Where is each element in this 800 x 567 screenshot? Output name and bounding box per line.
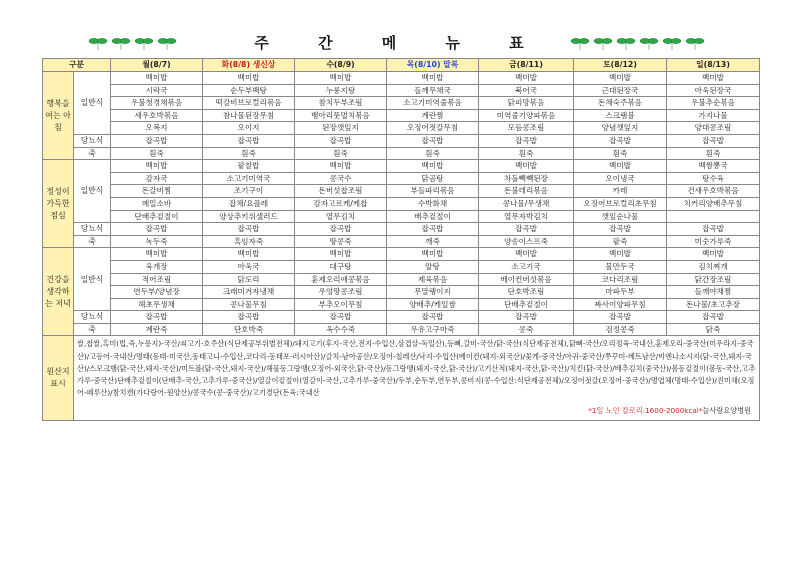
menu-item: 양상추키위샐러드 — [203, 210, 295, 223]
menu-item: 소고기미역국 — [203, 172, 295, 185]
menu-item: 오이지 — [203, 122, 295, 135]
porridge-item: 흰죽 — [667, 147, 760, 160]
menu-item: 들깨야채찜 — [667, 286, 760, 299]
menu-item: 백미밥 — [574, 160, 667, 173]
menu-item: 백미밥 — [203, 72, 295, 85]
diabetic-meal-label: 당뇨식 — [74, 134, 111, 147]
day-header: 토(8/12) — [574, 59, 667, 72]
menu-item: 잡채/요플레 — [203, 197, 295, 210]
menu-item: 돈나물/초고추장 — [667, 298, 760, 311]
diabetic-item: 잡곡밥 — [574, 134, 667, 147]
menu-item: 마파두부 — [574, 286, 667, 299]
diabetic-item: 잡곡밥 — [295, 134, 387, 147]
porridge-row — [43, 235, 760, 248]
menu-item: 우불청경채볶음 — [111, 97, 203, 110]
diabetic-item: 잡곡밥 — [203, 223, 295, 236]
menu-item: 콩나물무침 — [203, 298, 295, 311]
diabetic-item: 잡곡밥 — [574, 223, 667, 236]
regular-meal-label: 일반식 — [74, 248, 111, 311]
menu-item: 배추겉절이 — [387, 210, 479, 223]
diabetic-item: 잡곡밥 — [667, 134, 760, 147]
diabetic-item: 잡곡밥 — [667, 223, 760, 236]
menu-row — [43, 210, 760, 223]
menu-item: 백미밥 — [574, 248, 667, 261]
porridge-item: 깨죽 — [387, 235, 479, 248]
menu-item: 팥찰밥 — [203, 160, 295, 173]
menu-item: 짜사이양파무침 — [574, 298, 667, 311]
regular-meal-label: 일반식 — [74, 160, 111, 223]
menu-item: 백미밥 — [111, 248, 203, 261]
menu-item: 백미밥 — [387, 72, 479, 85]
diabetic-row — [43, 134, 760, 147]
meal-section-label: 정성이 가득한 점심 — [43, 160, 74, 248]
menu-item: 소고기국 — [479, 260, 574, 273]
menu-item: 오징어젓갈무침 — [387, 122, 479, 135]
menu-item: 미역줄기양파볶음 — [479, 109, 574, 122]
menu-row — [43, 84, 760, 97]
diabetic-item: 잡곡밥 — [111, 223, 203, 236]
menu-item: 닭도리 — [203, 273, 295, 286]
day-header: 금(8/11) — [479, 59, 574, 72]
diabetic-row — [43, 311, 760, 324]
day-header: 일(8/13) — [667, 59, 760, 72]
menu-item: 김치찌개 — [667, 260, 760, 273]
porridge-item: 단호박죽 — [203, 323, 295, 336]
menu-item: 물만두국 — [574, 260, 667, 273]
porridge-item: 콩죽 — [479, 323, 574, 336]
menu-item: 백짬뽕국 — [667, 160, 760, 173]
diabetic-item: 잡곡밥 — [295, 311, 387, 324]
menu-item: 닭곰탕 — [387, 172, 479, 185]
menu-item: 훈제오리애콩볶음 — [295, 273, 387, 286]
menu-row — [43, 185, 760, 198]
menu-item: 치커리양배추무침 — [667, 197, 760, 210]
menu-item: 베이컨버섯볶음 — [479, 273, 574, 286]
porridge-item: 흰죽 — [574, 147, 667, 160]
porridge-item: 흰죽 — [479, 147, 574, 160]
menu-item: 가지나물 — [667, 109, 760, 122]
menu-item: 감자국 — [111, 172, 203, 185]
hospital-name: 늘사랑요양병원 — [702, 406, 752, 416]
header-row — [43, 59, 760, 72]
menu-item: 백미밥 — [479, 160, 574, 173]
menu-item: 수박화채 — [387, 197, 479, 210]
menu-row — [43, 122, 760, 135]
menu-item: 근대된장국 — [574, 84, 667, 97]
diabetic-item: 잡곡밥 — [479, 223, 574, 236]
menu-item: 탕수육 — [667, 172, 760, 185]
menu-item: 열무김치 — [295, 210, 387, 223]
menu-item: 시락국 — [111, 84, 203, 97]
menu-item: 아욱된장국 — [667, 84, 760, 97]
menu-row — [43, 248, 760, 261]
porridge-item: 양송이스프죽 — [479, 235, 574, 248]
menu-item: 오이냉국 — [574, 172, 667, 185]
menu-item: 백미밥 — [574, 72, 667, 85]
porridge-item: 흑임자죽 — [203, 235, 295, 248]
menu-item: 적어조림 — [111, 273, 203, 286]
menu-item: 차돌빽빽된장 — [479, 172, 574, 185]
porridge-item: 검정콩죽 — [574, 323, 667, 336]
menu-item: 아욱국 — [203, 260, 295, 273]
menu-item: 소고기미역줄볶음 — [387, 97, 479, 110]
menu-item: 돈채숙주볶음 — [574, 97, 667, 110]
menu-item: 깻잎순나물 — [574, 210, 667, 223]
menu-item: 오징어브로컬리초무침 — [574, 197, 667, 210]
menu-item: 콩국수 — [295, 172, 387, 185]
menu-item: 단배추겉절이 — [479, 298, 574, 311]
menu-item: 백미밥 — [295, 72, 387, 85]
diabetic-item: 잡곡밥 — [387, 311, 479, 324]
menu-item: 알탕 — [387, 260, 479, 273]
diabetic-item: 잡곡밥 — [574, 311, 667, 324]
menu-row — [43, 197, 760, 210]
menu-item: 떡갈비브로컬리볶음 — [203, 97, 295, 110]
regular-meal-label: 일반식 — [74, 72, 111, 135]
menu-item: 부추오이무침 — [295, 298, 387, 311]
menu-item: 양배추/케일쌈 — [387, 298, 479, 311]
diabetic-item: 잡곡밥 — [295, 223, 387, 236]
menu-item: 카레 — [574, 185, 667, 198]
menu-item: 백미밥 — [111, 72, 203, 85]
menu-item: 열무자박김치 — [479, 210, 574, 223]
porridge-row — [43, 147, 760, 160]
menu-item: 새우호박볶음 — [111, 109, 203, 122]
menu-item: 무말랭이지 — [387, 286, 479, 299]
porridge-item: 우유고구마죽 — [387, 323, 479, 336]
porridge-item: 팥죽 — [574, 235, 667, 248]
menu-item: 돈갈비찜 — [111, 185, 203, 198]
page-title: 주 간 메 뉴 표 — [254, 34, 546, 52]
menu-item: 뱅아리풋멸치볶음 — [295, 109, 387, 122]
menu-item: 들깨무채국 — [387, 84, 479, 97]
diabetic-item: 잡곡밥 — [479, 134, 574, 147]
menu-item: 스크램블 — [574, 109, 667, 122]
menu-item: 백미밥 — [387, 248, 479, 261]
porridge-item: 닭죽 — [667, 323, 760, 336]
menu-item: 우엉땅콩조림 — [295, 286, 387, 299]
diabetic-item: 잡곡밥 — [203, 134, 295, 147]
menu-item: 북어국 — [479, 84, 574, 97]
menu-item: 순두부백탕 — [203, 84, 295, 97]
menu-item: 부들파리볶음 — [387, 185, 479, 198]
menu-row — [43, 172, 760, 185]
diabetic-item: 잡곡밥 — [387, 223, 479, 236]
weekly-menu-table — [42, 58, 760, 421]
menu-item: 대구탕 — [295, 260, 387, 273]
menu-item: 참나물된장무침 — [203, 109, 295, 122]
menu-item: 모듬콩조림 — [479, 122, 574, 135]
diabetic-item: 잡곡밥 — [111, 134, 203, 147]
menu-item: 양대콩조림 — [667, 122, 760, 135]
menu-row — [43, 286, 760, 299]
day-header: 수(8/9) — [295, 59, 387, 72]
meal-section-label: 건강을 생각하는 저녁 — [43, 248, 74, 336]
menu-item: 백미밥 — [295, 160, 387, 173]
menu-item: 코다리조림 — [574, 273, 667, 286]
menu-item: 참치두부조림 — [295, 97, 387, 110]
diabetic-meal-label: 당뇨식 — [74, 311, 111, 324]
menu-item: 누룽지탕 — [295, 84, 387, 97]
origin-row — [43, 336, 760, 420]
origin-text-cell — [74, 336, 760, 420]
diabetic-meal-label: 당뇨식 — [74, 223, 111, 236]
porridge-item: 옥수수죽 — [295, 323, 387, 336]
menu-item: 백미밥 — [479, 248, 574, 261]
day-header: 월(8/7) — [111, 59, 203, 72]
menu-item: 백미밥 — [387, 160, 479, 173]
origin-footer — [77, 405, 757, 417]
menu-row — [43, 109, 760, 122]
porridge-item: 계란죽 — [111, 323, 203, 336]
diabetic-item: 잡곡밥 — [203, 311, 295, 324]
menu-item: 건새우호박볶음 — [667, 185, 760, 198]
menu-item — [667, 210, 760, 223]
menu-item: 백미밥 — [479, 72, 574, 85]
menu-item: 백미밥 — [111, 160, 203, 173]
menu-row — [43, 97, 760, 110]
porridge-label: 죽 — [74, 323, 111, 336]
porridge-label: 죽 — [74, 235, 111, 248]
menu-item: 제육볶음 — [387, 273, 479, 286]
porridge-item: 흰죽 — [111, 147, 203, 160]
menu-item: 양념깻잎지 — [574, 122, 667, 135]
menu-item: 계란찜 — [387, 109, 479, 122]
meal-section-label: 행복을 여는 아침 — [43, 72, 74, 160]
porridge-item: 땅콩죽 — [295, 235, 387, 248]
calorie-note: *1일 노인 칼로리:1600-2000kcal* — [588, 406, 703, 416]
menu-item: 돈버섯찹조림 — [295, 185, 387, 198]
menu-item: 육개장 — [111, 260, 203, 273]
menu-item: 콩나물/무생채 — [479, 197, 574, 210]
menu-item: 된장깻잎지 — [295, 122, 387, 135]
origin-label: 원산지 표시 — [43, 336, 74, 420]
menu-row — [43, 72, 760, 85]
menu-item: 메밀소바 — [111, 197, 203, 210]
menu-item: 오복지 — [111, 122, 203, 135]
menu-item: 단배추겉절이 — [111, 210, 203, 223]
diabetic-item: 잡곡밥 — [111, 311, 203, 324]
porridge-item: 녹두죽 — [111, 235, 203, 248]
division-header: 구분 — [43, 59, 111, 72]
menu-item: 백미밥 — [295, 248, 387, 261]
menu-item: 연두부/양념장 — [111, 286, 203, 299]
diabetic-row — [43, 223, 760, 236]
menu-item: 감자고르케/케찹 — [295, 197, 387, 210]
menu-item: 단호박조림 — [479, 286, 574, 299]
menu-row — [43, 160, 760, 173]
diabetic-item: 잡곡밥 — [387, 134, 479, 147]
menu-item: 우불추순볶음 — [667, 97, 760, 110]
menu-item: 백미밥 — [667, 248, 760, 261]
porridge-row — [43, 323, 760, 336]
porridge-item: 흰죽 — [203, 147, 295, 160]
porridge-label: 죽 — [74, 147, 111, 160]
menu-row — [43, 298, 760, 311]
menu-item: 백미밥 — [203, 248, 295, 261]
diabetic-item: 잡곡밥 — [667, 311, 760, 324]
menu-item: 조기구이 — [203, 185, 295, 198]
porridge-item: 흰죽 — [387, 147, 479, 160]
origin-text: 쌀,찹쌀,흑미(법,죽,누룽지)-국산/쇠고기-호주산(식단제공부위별전체)/돼지고기(후지-국산,전지-수입산,삼겹살-독일산),등뼈,갈비-국산/닭-국산(식단제공전체),닭뼈-국산/오리정육-국내산,훈제오리-중국산(미우라지-중국산)/고등어-국내산/명태(동태-미국산,동태고니-수입산,코다리-동태포-러시아산)/갈치-남아공산/오징어-칠레산/낙지-수입산(베이컨(돼지-외국산)/꽃게-중국산/아귀-중국산/쭈꾸미-베트남산/비엔나소시지(닭-국산,돼지-국산)/스모크햄(닭-국산,돼지-국산)/미트볼(닭-국산,돼지-국산)/해물동그랑땡(오징어-외국산,닭-국산)/동그랑땡(돼지-국산,닭-국산)/고기산적(돼지-국산,닭-국산)/치킨(닭-국산)/배추김치(중국산)/봄동겉절이(봄동-국산,고추가루-중국산)단배추겉절이(단배추-국산,고추가루-중국산)/열갈이겉절이(열갈이-국산,고추가루-중국산)/두부,순두부,연두부,콩비지(콩-수입산:식단제공전체)/오징어젓갈(오징어-중국산)/명엽체(명태-수입산)/진미채(오징어-페루산)/참치캔(가다랑어-원양산)/콩국수(콩-중국산)/고기경단(돈육:국내산 — [77, 339, 756, 398]
diabetic-item: 잡곡밥 — [479, 311, 574, 324]
menu-item: 돈불데리볶음 — [479, 185, 574, 198]
day-header: 화(8/8) 생신상 — [203, 59, 295, 72]
menu-row — [43, 273, 760, 286]
menu-item: 해초무생채 — [111, 298, 203, 311]
menu-item: 닭피망볶음 — [479, 97, 574, 110]
menu-row — [43, 260, 760, 273]
day-header: 목(8/10) 말복 — [387, 59, 479, 72]
menu-item: 크래미겨자냉채 — [203, 286, 295, 299]
porridge-item: 흰죽 — [295, 147, 387, 160]
menu-item: 백미밥 — [667, 72, 760, 85]
menu-item: 닭간장조림 — [667, 273, 760, 286]
porridge-item: 미숫가루죽 — [667, 235, 760, 248]
